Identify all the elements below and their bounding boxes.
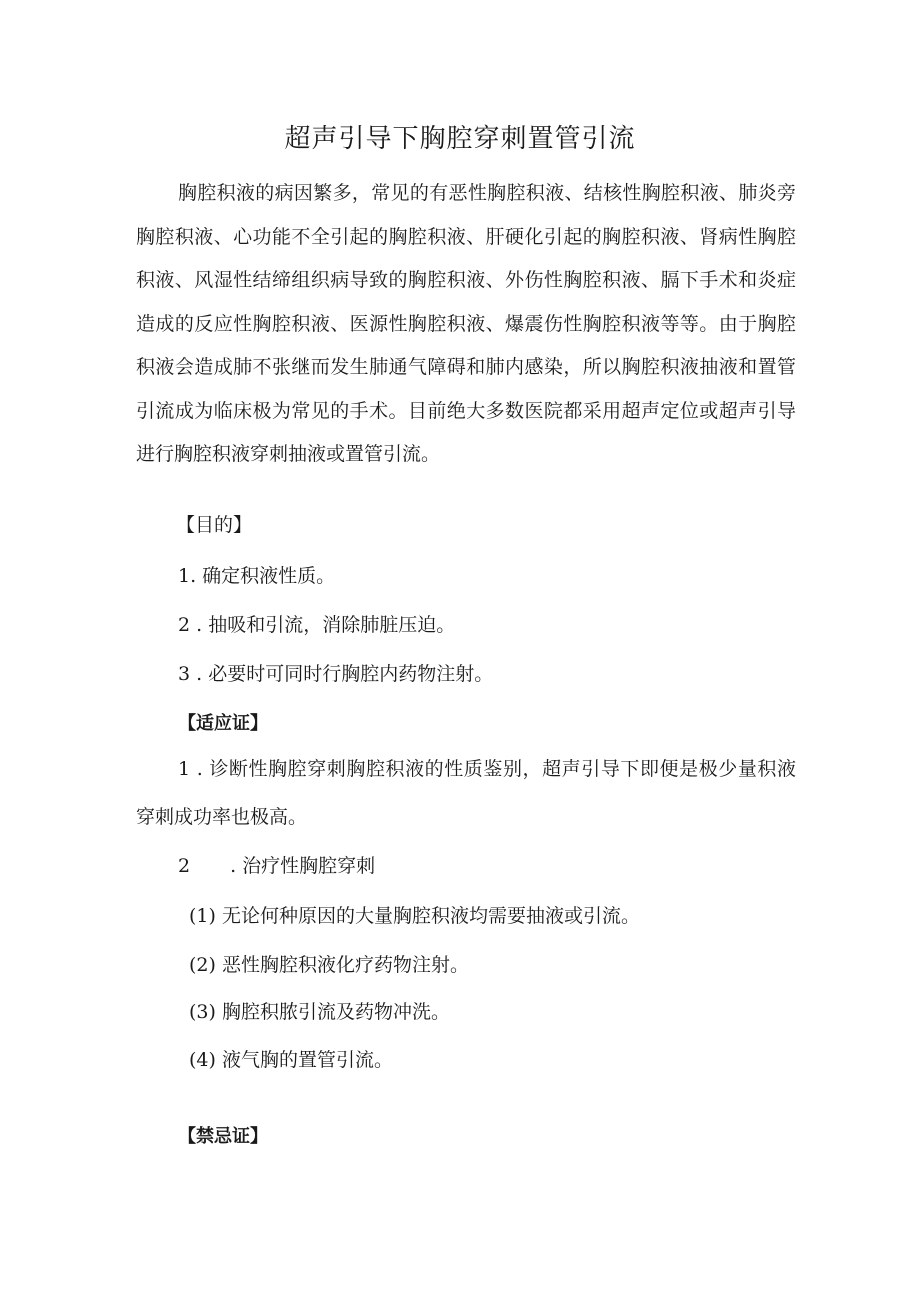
indication-subitem-3: (3) 胸腔积脓引流及药物冲洗。 [189,1001,450,1023]
purpose-item-1: 1. 确定积液性质。 [178,565,336,587]
document-title: 超声引导下胸腔穿刺置管引流 [284,124,636,154]
indication-item-2-text: . 治疗性胸腔穿刺 [230,855,376,877]
indication-item-2-number: 2 [178,855,191,877]
indication-subitem-4: (4) 液气胸的置管引流。 [189,1049,393,1071]
purpose-item-2: 2 . 抽吸和引流，消除肺脏压迫。 [178,614,456,636]
purpose-heading: 【目的】 [176,514,253,536]
intro-paragraph: 胸腔积液的病因繁多，常见的有恶性胸腔积液、结核性胸腔积液、肺炎旁胸腔积液、心功能不全引起的胸腔积液、肝硬化引起的胸腔积液、肾病性胸腔积液、风湿性结缔组织病导致的胸腔积液、外伤性胸腔积液、膈下手术和炎症造成的反应性胸腔积液、医源性胸腔积液、爆震伤性胸腔积液等等。由于胸腔积液会造成肺不张继而发生肺通气障碍和肺内感染，所以胸腔积液抽液和置管引流成为临床极为常见的手术。目前绝大多数医院都采用超声定位或超声引导进行胸腔积液穿刺抽液或置管引流。 [136,182,796,465]
indication-subitem-1: (1) 无论何种原因的大量胸腔积液均需要抽液或引流。 [189,905,640,927]
indication-item-1: 1 . 诊断性胸腔穿刺胸腔积液的性质鉴别，超声引导下即便是极少量积液穿刺成功率也极高。 [136,758,796,828]
contraindications-heading: 【禁忌证】 [178,1126,268,1147]
indications-heading: 【适应证】 [178,713,268,734]
indication-item-2 [178,851,375,878]
purpose-item-3: 3 . 必要时可同时行胸腔内药物注射。 [178,663,494,685]
indication-subitem-2: (2) 恶性胸腔积液化疗药物注射。 [189,954,469,976]
